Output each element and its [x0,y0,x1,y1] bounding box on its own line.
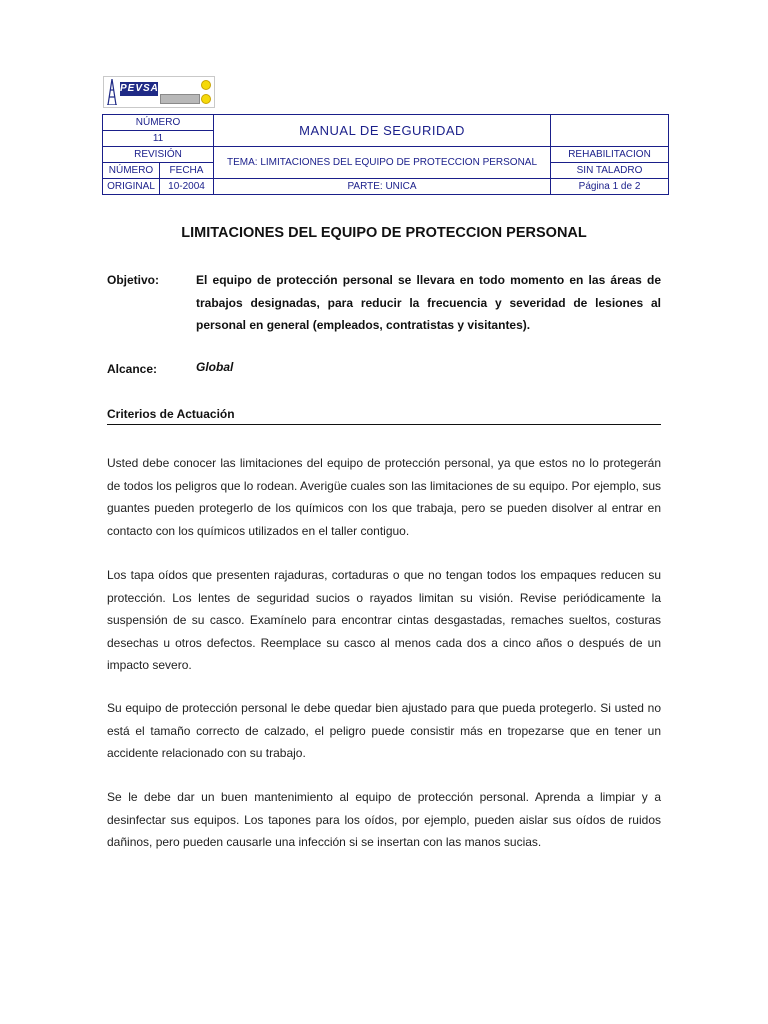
numero-label: NÚMERO [103,115,214,131]
alcance-value: Global [196,360,234,374]
logo-subtitle-bar [160,94,200,104]
logo-dot-icon [201,80,211,90]
logo-dot-icon [201,94,211,104]
col-fecha: FECHA [160,163,214,179]
revision-label: REVISIÓN [103,147,214,163]
empty-cell [551,115,669,147]
numero-value: 11 [103,131,214,147]
paragraph: Su equipo de protección personal le debe quedar bien ajustado para que pueda protegerlo. Si usted no está el tamaño correcto de calzado, el peligro puede consistir más en tropezarse que en tener un accidente relacionado con su trabajo. [107,701,661,760]
objetivo-label: Objetivo: [107,273,160,287]
rehab-line-2: SIN TALADRO [551,163,669,179]
page-number: Página 1 de 2 [551,179,669,195]
company-logo [103,76,215,108]
col-numero: NÚMERO [103,163,160,179]
revision-number: ORIGINAL [103,179,160,195]
header-table [102,114,669,195]
oil-rig-icon [107,79,117,105]
paragraph: Usted debe conocer las limitaciones del equipo de protección personal, ya que estos no lo protegerán de todos los peligros que lo rodean. Averigüe cuales son las limitaciones de su equipo. Por ejemplo, sus guantes pueden protegerlo de los químicos con los que trabaja, pero se pueden disolver al entrar en contacto con los químicos utilizados en el taller contiguo. [107,456,661,538]
manual-title: MANUAL DE SEGURIDAD [214,115,551,147]
logo-brand: PEVSA [120,83,159,94]
alcance-label: Alcance: [107,362,158,376]
revision-date: 10-2004 [160,179,214,195]
section-heading: Criterios de Actuación [107,407,661,425]
tema-text: TEMA: LIMITACIONES DEL EQUIPO DE PROTECCION PERSONAL [214,147,551,179]
paragraph: Se le debe dar un buen mantenimiento al equipo de protección personal. Aprenda a limpiar y a desinfectar sus equipos. Los tapones para los oídos, por ejemplo, pueden aislar sus oídos de ruidos dañinos, pero pueden causarle una infección si se insertan con las manos sucias. [107,790,661,849]
objetivo-text: El equipo de protección personal se llevara en todo momento en las áreas de trabajos designadas, para reducir la frecuencia y severidad de lesiones al personal en general (empleados, contratistas y visitantes). [196,273,661,332]
document-title: LIMITACIONES DEL EQUIPO DE PROTECCION PERSONAL [181,225,587,241]
rehab-line-1: REHABILITACION [551,147,669,163]
paragraph: Los tapa oídos que presenten rajaduras, cortaduras o que no tengan todos los empaques reducen su protección. Los lentes de seguridad sucios o rayados limitan su visión. Revise periódicamente la suspensión de su casco. Examínelo para encontrar cintas desgastadas, remaches sueltos, costuras desechas u otros defectos. Reemplace su casco al menos cada dos a cinco años o después de un impacto severo. [107,568,661,672]
parte-text: PARTE: UNICA [214,179,551,195]
